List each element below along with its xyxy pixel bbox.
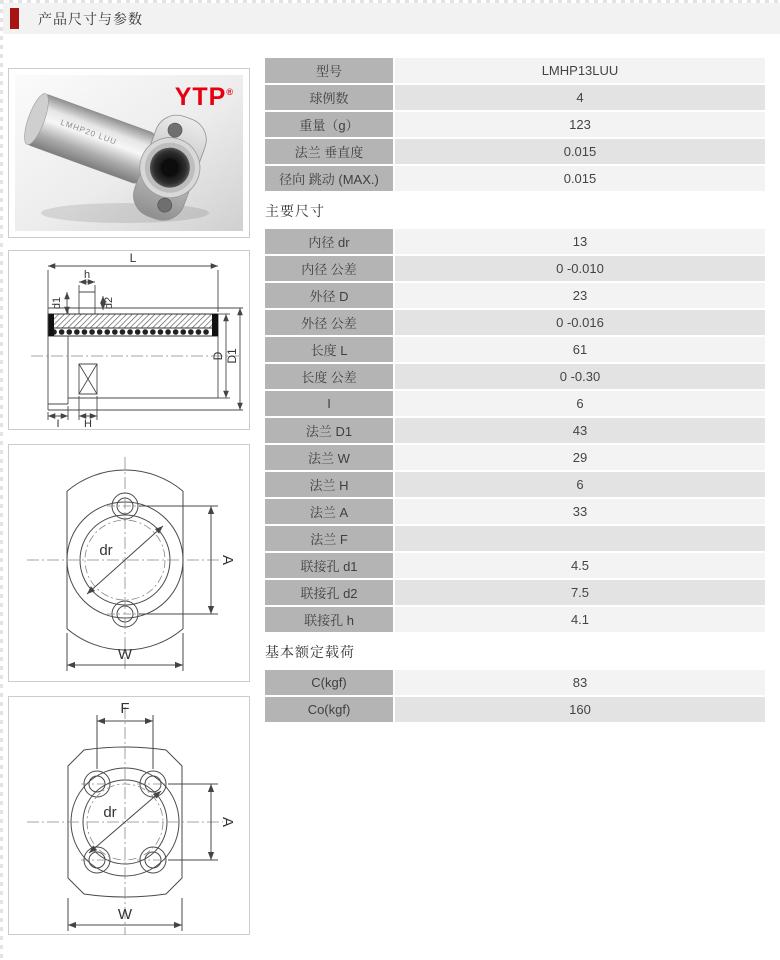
table-row [265, 697, 765, 722]
spec-value: 4.5 [395, 553, 765, 578]
spec-value: 23 [395, 283, 765, 308]
dim-label-D: D [211, 351, 225, 361]
product-photo [8, 68, 250, 238]
section-view-drawing [8, 250, 250, 430]
dim-label-d1: d1 [51, 296, 63, 310]
spec-value: LMHP13LUU [395, 58, 765, 83]
section-view-svg [13, 252, 245, 428]
spec-label: 长度 L [265, 337, 393, 362]
section-heading-dimensions: 主要尺寸 [265, 203, 325, 219]
spec-value: 61 [395, 337, 765, 362]
table-row [265, 553, 765, 578]
spec-value: 6 [395, 391, 765, 416]
spec-label: 球例数 [265, 85, 393, 110]
dim-label-D1: D1 [225, 348, 239, 364]
spec-label: 联接孔 d1 [265, 553, 393, 578]
table-row [265, 112, 765, 137]
brand-logo [175, 83, 234, 111]
spec-value: 4.1 [395, 607, 765, 632]
dim-label-A: A [219, 554, 236, 566]
section-heading-load-ratings: 基本额定载荷 [265, 644, 355, 660]
brand-logo-text: YTP [174, 83, 227, 111]
table-row [265, 391, 765, 416]
spec-value: 4 [395, 85, 765, 110]
square-flange-drawing [8, 696, 250, 935]
spec-value: 7.5 [395, 580, 765, 605]
dim-label-F: F [120, 699, 130, 717]
dim-label-dr: dr [99, 542, 113, 559]
dim-label-W: W [117, 646, 133, 663]
spec-value: 0 -0.016 [395, 310, 765, 335]
table-row [265, 418, 765, 443]
spec-label: 重量（g） [265, 112, 393, 137]
spec-value: 123 [395, 112, 765, 137]
dim-label-I: I [56, 418, 60, 428]
spec-value [395, 526, 765, 551]
spec-label: 径向 跳动 (MAX.) [265, 166, 393, 191]
spec-value: 6 [395, 472, 765, 497]
spec-label: 外径 D [265, 283, 393, 308]
spec-label: 法兰 A [265, 499, 393, 524]
table-row [265, 310, 765, 335]
spec-value: 0 -0.010 [395, 256, 765, 281]
dim-label-A: A [219, 816, 236, 827]
spec-label: 法兰 W [265, 445, 393, 470]
table-row [265, 256, 765, 281]
spec-label: 联接孔 h [265, 607, 393, 632]
dim-label-W: W [117, 905, 133, 923]
dim-label-L: L [129, 252, 137, 265]
table-row [265, 499, 765, 524]
spec-value: 160 [395, 697, 765, 722]
dim-label-h: h [83, 269, 91, 281]
table-row [265, 166, 765, 191]
table-row [265, 337, 765, 362]
red-accent-bar [10, 8, 19, 29]
spec-label: 法兰 垂直度 [265, 139, 393, 164]
table-row [265, 58, 765, 83]
spec-value: 29 [395, 445, 765, 470]
table-row [265, 364, 765, 389]
dim-label-dr: dr [103, 803, 117, 821]
spec-value: 43 [395, 418, 765, 443]
spec-label: 法兰 F [265, 526, 393, 551]
spec-value: 0 -0.30 [395, 364, 765, 389]
spec-value: 0.015 [395, 139, 765, 164]
spec-label: 型号 [265, 58, 393, 83]
page-edge-texture-left [0, 0, 3, 960]
table-row [265, 283, 765, 308]
section-header [3, 3, 780, 34]
table-row [265, 670, 765, 695]
page-title: 产品尺寸与参数 [38, 10, 143, 27]
spec-value: 33 [395, 499, 765, 524]
spec-label: I [265, 391, 393, 416]
oval-flange-drawing [8, 444, 250, 682]
spec-label: 联接孔 d2 [265, 580, 393, 605]
dim-label-H: H [84, 418, 92, 428]
spec-label: C(kgf) [265, 670, 393, 695]
spec-label: 外径 公差 [265, 310, 393, 335]
engraving-text: LMHP20 LUU [59, 117, 119, 147]
oval-flange-svg [13, 447, 245, 679]
spec-label: Co(kgf) [265, 697, 393, 722]
table-row [265, 526, 765, 551]
spec-label: 内径 公差 [265, 256, 393, 281]
table-row [265, 607, 765, 632]
spec-table [265, 58, 765, 724]
spec-value: 0.015 [395, 166, 765, 191]
spec-label: 法兰 H [265, 472, 393, 497]
spec-label: 法兰 D1 [265, 418, 393, 443]
table-row [265, 139, 765, 164]
spec-label: 内径 dr [265, 229, 393, 254]
table-row [265, 229, 765, 254]
brand-reg-mark: ® [226, 87, 234, 97]
spec-value: 13 [395, 229, 765, 254]
table-row [265, 580, 765, 605]
spec-label: 长度 公差 [265, 364, 393, 389]
table-row [265, 85, 765, 110]
table-row [265, 472, 765, 497]
bearing-photo-illustration [15, 75, 243, 231]
spec-value: 83 [395, 670, 765, 695]
table-row [265, 445, 765, 470]
dim-label-d2: d2 [103, 296, 115, 310]
square-flange-svg [13, 695, 245, 937]
